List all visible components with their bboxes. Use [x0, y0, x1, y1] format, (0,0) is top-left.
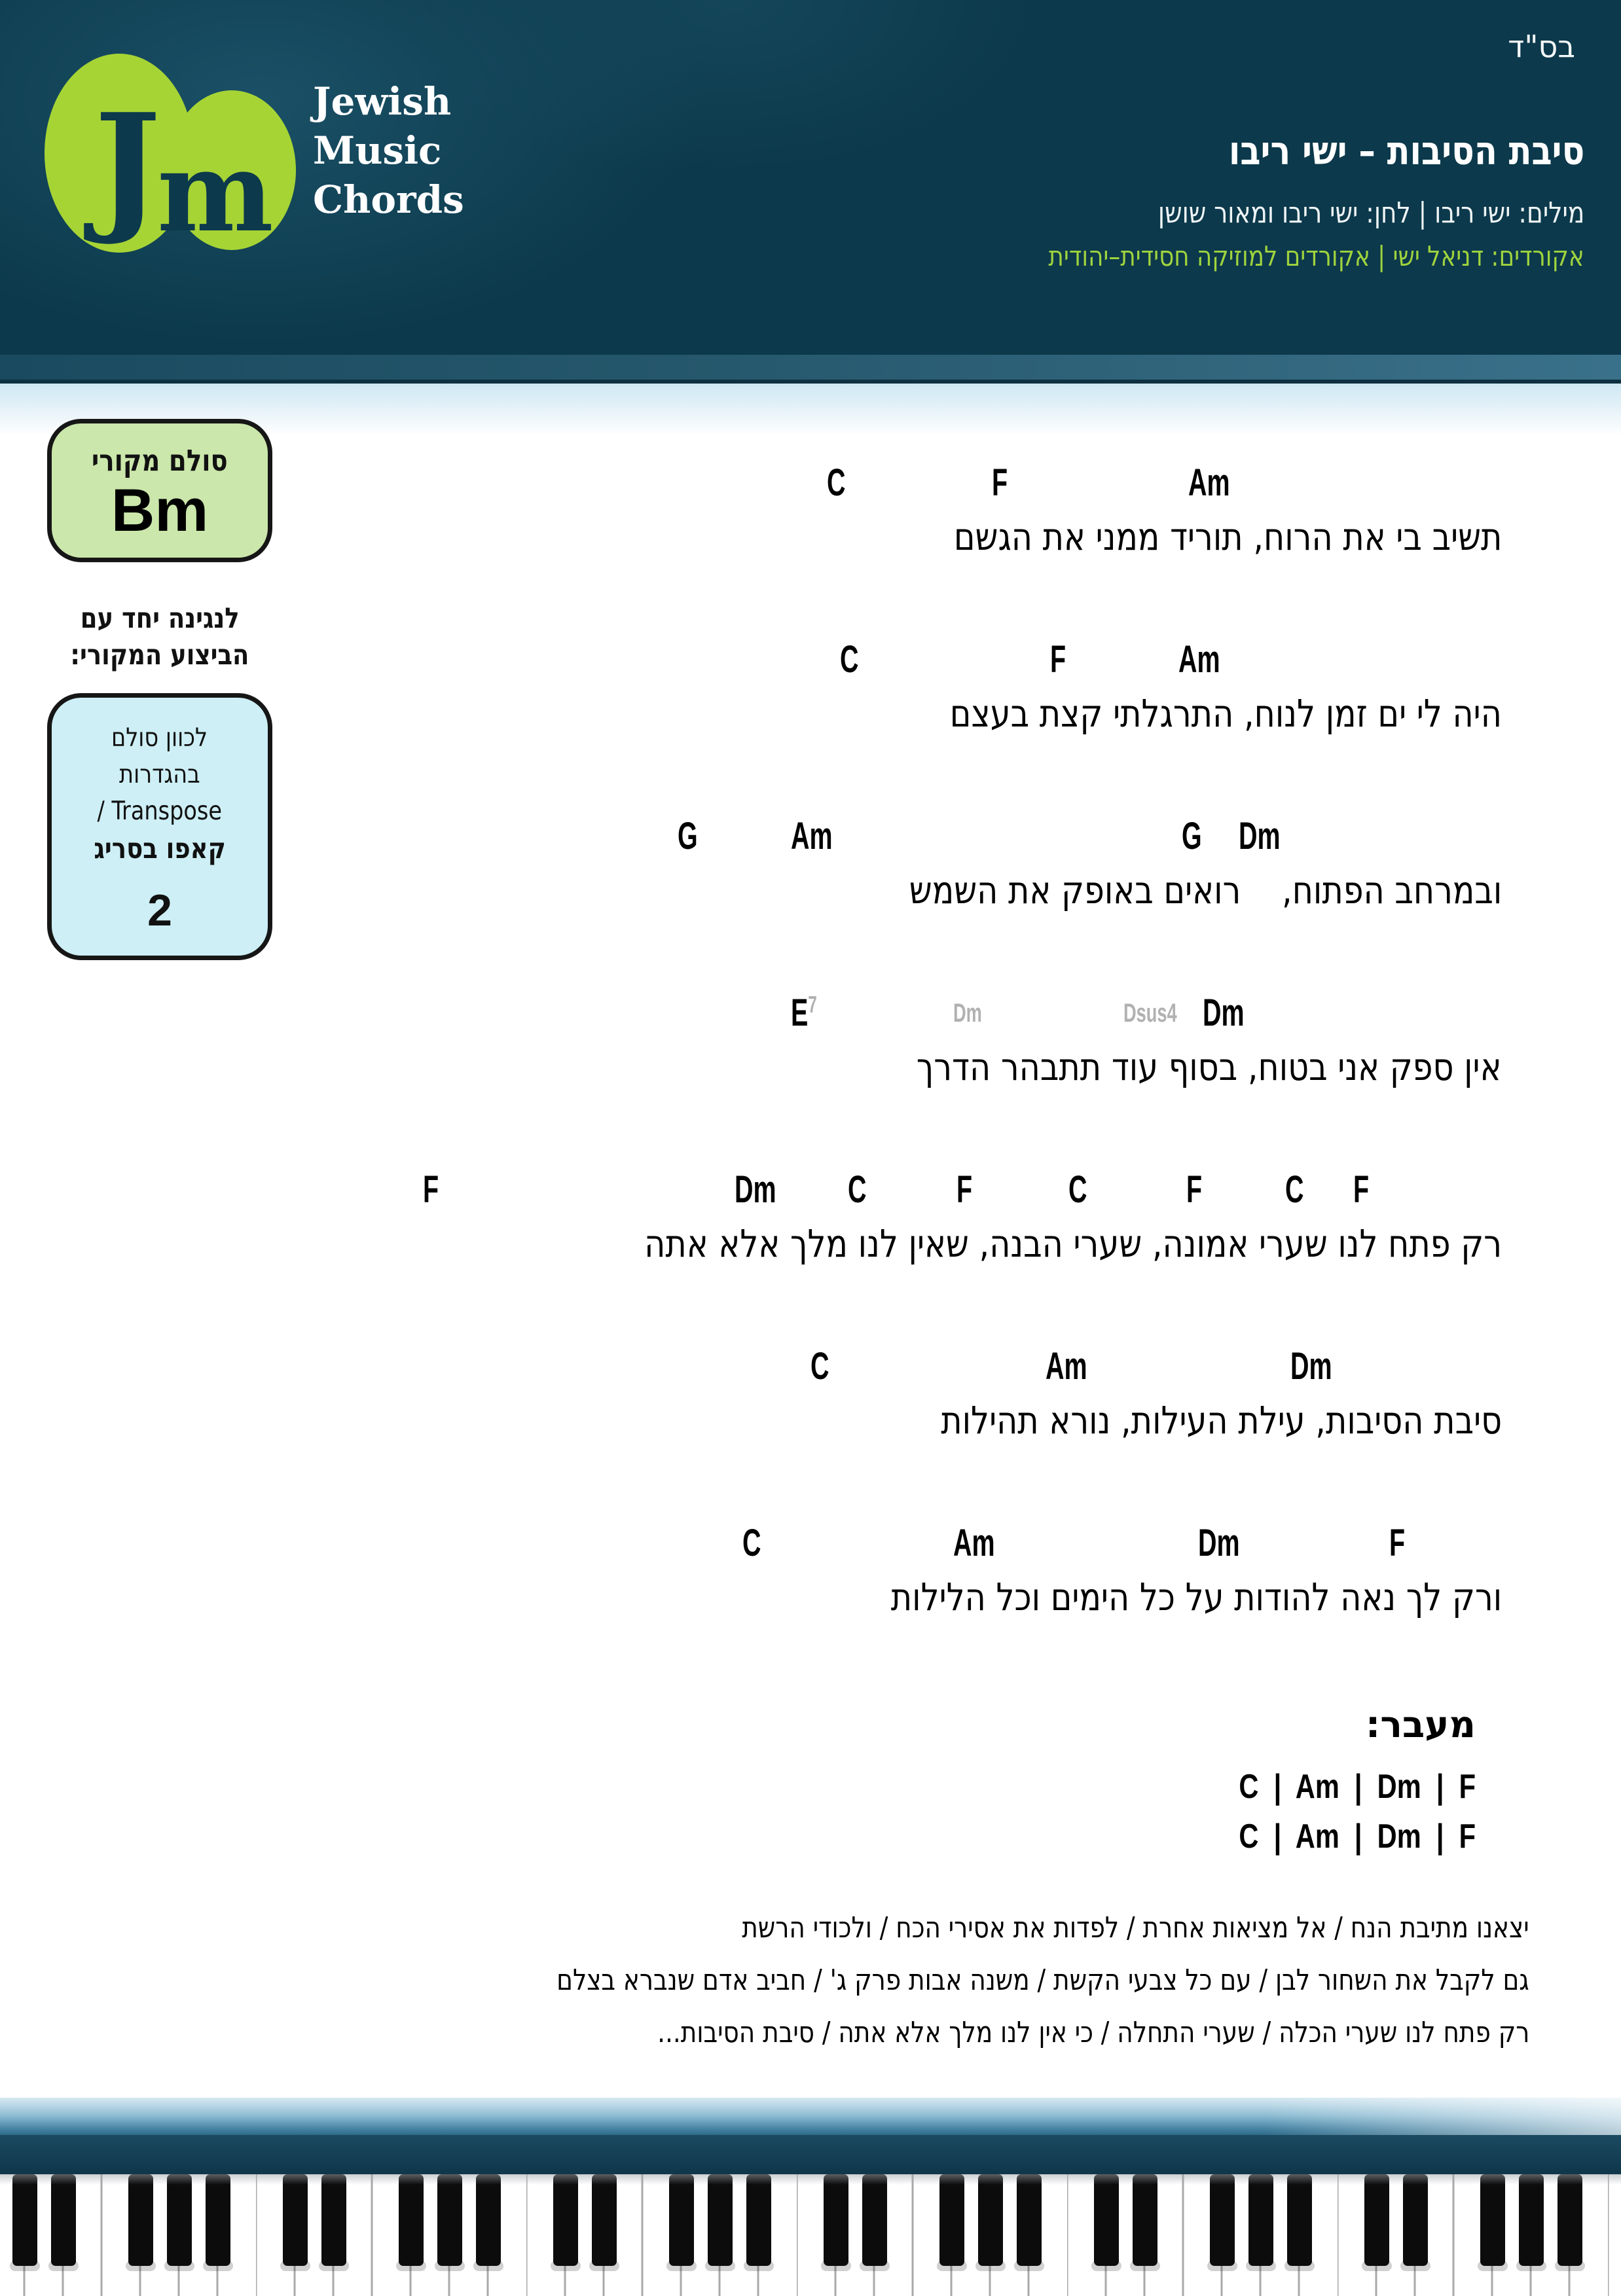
song-line	[0, 461, 1621, 566]
chord-dm: Dm	[1290, 1345, 1332, 1388]
song-line	[0, 1522, 1621, 1626]
lyric-line: סיבת הסיבות, עילת העילות, נורא תהילות	[941, 1398, 1502, 1443]
outro-line: יצאנו מתיבת הנח / אל מציאות אחרת / לפדות את אסירי הכח / ולכודי הרשת	[742, 1911, 1529, 1945]
chord-am: Am	[1188, 461, 1230, 504]
logo-letter-m: m	[157, 127, 274, 257]
footer-sky-strip	[0, 2098, 1621, 2135]
song-lines	[0, 461, 1621, 2059]
chord-g: G	[1182, 815, 1202, 857]
chord-dm: Dm	[1197, 1522, 1240, 1564]
lyric-line: ורק לך נאה להודות על כל הימים וכל הלילות	[890, 1575, 1502, 1619]
brand-line-chords: Chords	[313, 177, 464, 222]
bridge-label: מעבר:	[1365, 1704, 1476, 1746]
chord-extension: 7	[808, 991, 818, 1018]
lyric-line: אין ספק אני בטוח, בסוף עוד תתבהר הדרך	[917, 1045, 1502, 1089]
chord-am: Am	[1178, 638, 1220, 681]
lyric-line: תשיב בי את הרוח, תוריד ממני את הגשם	[953, 514, 1502, 559]
song-line	[0, 991, 1621, 1096]
outro-line: גם לקבל את השחור לבן / עם כל צבעי הקשת / משנה אבות פרק ג' / חביב אדם שנברא בצלם	[556, 1964, 1529, 1997]
play-along-line2: הביצוע המקורי:	[70, 639, 249, 672]
chord-dm: Dm	[734, 1168, 776, 1211]
song-line	[0, 1168, 1621, 1273]
chord-c: C	[1285, 1168, 1304, 1211]
chord-dm: Dm	[1238, 815, 1281, 857]
outro-paragraph	[0, 1902, 1621, 2059]
lyric-line: היה לי ים זמן לנוח, התרגלתי קצת בעצם	[949, 691, 1502, 736]
chord-f: F	[1186, 1168, 1203, 1211]
song-title: סיבת הסיבות – ישי ריבו	[1228, 128, 1584, 174]
chord-c: C	[839, 638, 859, 681]
bridge-chord-row: C | Am | Dm | F	[1239, 1818, 1476, 1856]
credits-line: מילים: ישי ריבו | לחן: ישי ריבו ומאור שושן	[1157, 196, 1584, 230]
chords-credit-line: אקורדים: דניאל ישי | אקורדים למוזיקה חסידית–יהודית	[1048, 240, 1584, 272]
chord-am: Am	[953, 1522, 995, 1564]
capo-fret-number: 2	[147, 886, 172, 935]
chord-c: C	[742, 1522, 761, 1564]
brand-line-jewish: Jewish	[313, 79, 452, 124]
footer-navy-strip	[0, 2135, 1621, 2174]
jewish-music-chords-logo	[34, 34, 301, 263]
chord-row	[0, 638, 1621, 681]
title-block	[954, 128, 1584, 272]
play-along-line1: לנגינה יחד עם	[80, 602, 240, 635]
chord-c: C	[826, 461, 846, 504]
footer	[0, 2098, 1621, 2296]
chord-c: C	[1068, 1168, 1087, 1211]
brand-wordmark	[313, 77, 464, 224]
chord-row	[0, 1345, 1621, 1388]
chord-g: G	[677, 815, 698, 857]
song-line	[0, 815, 1621, 920]
piano-keyboard-image	[0, 2174, 1621, 2296]
chord-f: F	[956, 1168, 972, 1211]
chord-am: Am	[791, 815, 833, 857]
capo-label: קאפו בסריג	[94, 833, 226, 865]
header	[0, 0, 1621, 355]
chord-f: F	[1353, 1168, 1370, 1211]
chord-row	[0, 461, 1621, 504]
chord-dm: Dm	[953, 999, 982, 1028]
bridge-chord-rows	[0, 1762, 1476, 1861]
chord-f: F	[423, 1168, 439, 1211]
chord-e: $E^7$	[791, 991, 818, 1034]
song-line	[0, 1345, 1621, 1450]
chord-am: Am	[1046, 1345, 1087, 1388]
original-key-label: סולם מקורי	[92, 443, 228, 478]
chord-row	[0, 1168, 1621, 1211]
chord-dm: Dm	[1203, 992, 1245, 1034]
chord-f: F	[1389, 1522, 1406, 1564]
chord-row	[0, 1522, 1621, 1564]
transpose-line1: לכוון סולם	[111, 723, 208, 753]
brand-line-music: Music	[313, 128, 442, 173]
chord-dsus4: Dsus4	[1123, 999, 1177, 1028]
song-line	[0, 638, 1621, 743]
lyric-line: ובמרחב הפתוח, רואים באופק את השמש	[909, 868, 1502, 912]
chord-row	[0, 815, 1621, 857]
bsd-text: בס"ד	[1508, 29, 1575, 64]
original-key-value: Bm	[111, 477, 209, 544]
bridge-section	[0, 1704, 1621, 1861]
transpose-line3: / Transpose	[97, 797, 223, 826]
logo-letter-j: J	[94, 82, 161, 248]
outro-line: רק פתח לנו שערי הכלה / שערי התחלה / כי אין לנו מלך אלא אתה / סיבת הסיבות...	[657, 2016, 1529, 2049]
bridge-chord-row: C | Am | Dm | F	[1239, 1768, 1476, 1806]
header-teal-strip	[0, 355, 1621, 384]
chord-row	[0, 991, 1621, 1034]
chord-c: C	[810, 1345, 829, 1388]
chord-f: F	[992, 461, 1008, 504]
transpose-line2: בהגדרות	[119, 760, 200, 789]
chord-f: F	[1050, 638, 1066, 681]
lyric-line: רק פתח לנו שערי אמונה, שערי הבנה, שאין לנו מלך אלא אתה	[644, 1221, 1502, 1266]
chord-c: C	[847, 1168, 867, 1211]
